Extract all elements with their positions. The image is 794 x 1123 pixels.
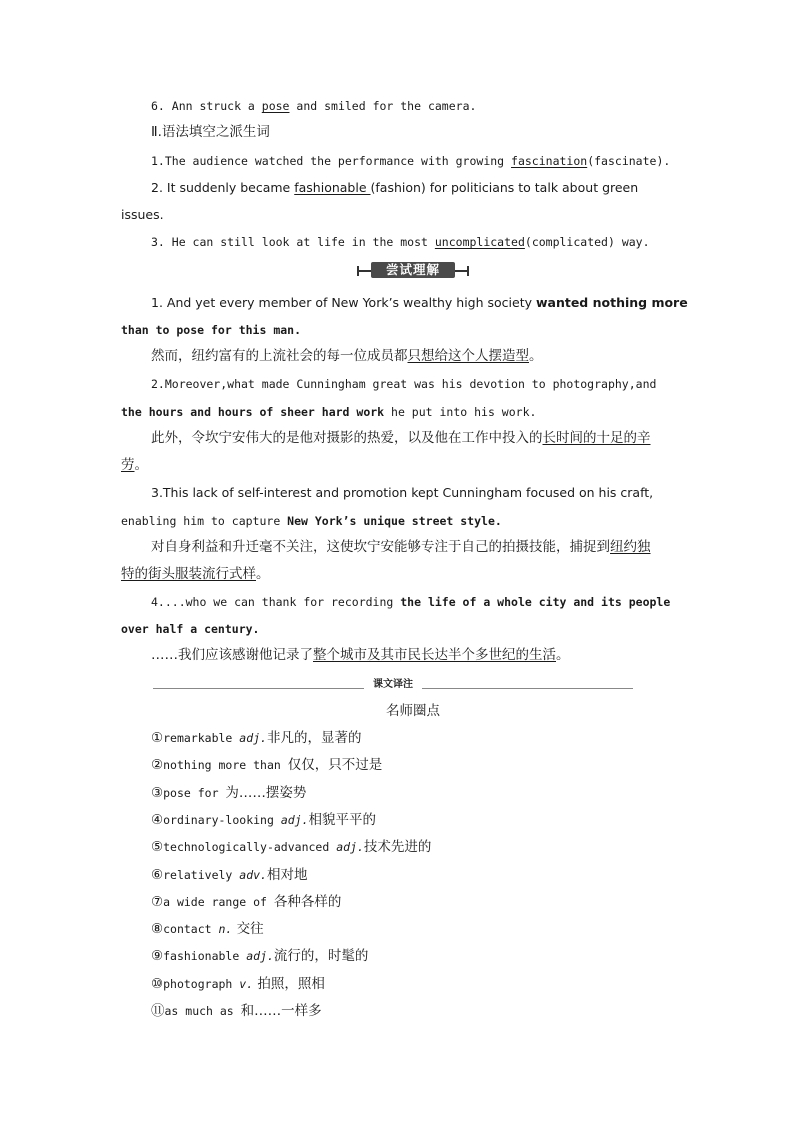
text: 然而，纽约富有的上流社会的每一位成员都 <box>151 348 408 364</box>
sentence-3-translation <box>151 538 651 556</box>
banner-left-bar <box>357 270 371 272</box>
note-meaning: 相对地 <box>266 866 308 883</box>
sentence-1-cont: than to pose for this man. <box>121 323 302 337</box>
derivative-item-2-cont: issues. <box>121 207 164 222</box>
sentence-2-translation <box>151 429 651 447</box>
text: 1. And yet every member of New York’s wealthy high society <box>151 295 536 310</box>
note-item <box>151 1002 322 1020</box>
sentence-1 <box>151 294 688 312</box>
bold-phrase: the hours and hours of sheer hard work <box>121 405 385 419</box>
derivative-item-2 <box>151 179 638 197</box>
note-item <box>151 784 306 802</box>
note-number: ⑥ <box>151 866 164 883</box>
sentence-3-cont <box>121 512 502 530</box>
note-number: ⑤ <box>151 839 164 856</box>
note-item <box>151 920 264 938</box>
note-term: pose for <box>163 785 226 800</box>
sentence-3: 3.This lack of self-interest and promotion kept Cunningham focused on his craft, <box>151 485 654 500</box>
text: 2. It suddenly became <box>151 180 295 195</box>
underlined-translation: 长时间的十足的辛 <box>542 430 651 446</box>
derivative-item-3 <box>151 233 650 251</box>
note-term: a wide range of <box>163 894 274 909</box>
banner-right-cap <box>467 266 469 276</box>
note-part-of-speech: adj. <box>239 731 267 745</box>
underlined-translation: 特的街头服装流行式样 <box>121 566 256 582</box>
text: and smiled for the camera. <box>289 99 477 113</box>
note-number: ⑪ <box>151 1003 165 1019</box>
note-part-of-speech: adj. <box>246 949 274 964</box>
note-number: ④ <box>151 811 164 828</box>
sentence-2: 2.Moreover,what made Cunningham great was his devotion to photography,and <box>151 377 657 391</box>
text: (fashion) for politicians to talk about green <box>370 180 639 195</box>
divider-label: 课文译注 <box>364 678 422 692</box>
text: enabling him to capture <box>121 514 288 528</box>
answer: fashionable <box>294 180 371 195</box>
text: 。 <box>556 647 570 663</box>
text: 。 <box>256 566 270 582</box>
note-number: ⑨ <box>151 948 164 965</box>
bold-phrase: wanted nothing more <box>535 295 688 310</box>
text: 1.The audience watched the performance with growing <box>151 154 512 168</box>
text: (fascinate). <box>587 154 671 168</box>
text: 6. Ann struck a <box>151 99 262 113</box>
note-meaning: 相貌平平的 <box>308 811 377 828</box>
note-number: ③ <box>151 784 164 801</box>
notes-title: 名师圈点 <box>386 703 440 719</box>
sentence-2-cont <box>121 403 536 421</box>
note-meaning: 交往 <box>232 921 264 938</box>
sentence-4-translation <box>151 646 570 664</box>
text: 。 <box>134 457 148 473</box>
sentence-4-cont: over half a century. <box>121 622 260 636</box>
answer: uncomplicated <box>434 235 525 249</box>
note-meaning: 仅仅，只不过是 <box>287 757 383 774</box>
sentence-3-translation-cont <box>121 565 270 583</box>
answer: fascination <box>511 154 588 168</box>
text: ……我们应该感谢他记录了 <box>151 647 313 663</box>
note-item <box>151 811 376 829</box>
derivative-item-1 <box>151 152 670 170</box>
bold-phrase: New York’s unique street style. <box>287 514 502 528</box>
note-term: contact <box>163 922 219 937</box>
text: 4....who we can thank for recording <box>151 595 401 609</box>
section-banner <box>357 262 469 280</box>
section-heading: Ⅱ.语法填空之派生词 <box>151 124 270 140</box>
note-number: ⑦ <box>151 893 164 910</box>
text: (complicated) way. <box>524 235 650 249</box>
note-number: ① <box>151 730 164 746</box>
text: 此外，令坎宁安伟大的是他对摄影的热爱，以及他在工作中投入的 <box>151 430 543 446</box>
answer: pose <box>261 99 290 113</box>
underlined-translation: 劳 <box>121 457 135 473</box>
note-term: nothing more than <box>163 758 288 773</box>
text: 。 <box>529 348 543 364</box>
note-part-of-speech: v. <box>239 976 254 991</box>
note-term: fashionable <box>163 949 247 964</box>
note-number: ⑧ <box>151 921 164 938</box>
note-number: ⑩ <box>151 975 164 992</box>
note-meaning: 拍照，照相 <box>253 975 325 992</box>
underlined-translation: 整个城市及其市民长达半个多世纪的生活 <box>313 647 556 663</box>
note-item <box>151 975 325 993</box>
exercise-item-6 <box>151 97 476 115</box>
text: 3. He can still look at life in the most <box>151 235 435 249</box>
note-part-of-speech: n. <box>218 922 233 937</box>
text: he put into his work. <box>384 405 537 419</box>
note-item <box>151 947 368 965</box>
note-part-of-speech: adj. <box>280 812 309 827</box>
text: 对自身利益和升迁毫不关注，这使坎宁安能够专注于自己的拍摄技能，捕捉到 <box>151 539 610 555</box>
note-term: technologically-advanced <box>163 840 337 855</box>
note-item <box>151 838 431 856</box>
note-meaning: 流行的，时髦的 <box>273 948 369 965</box>
note-item <box>151 756 382 774</box>
sentence-4 <box>151 593 670 611</box>
bold-phrase: the life of a whole city and its people <box>400 595 671 609</box>
note-term: as much as <box>164 1004 241 1018</box>
banner-title: 尝试理解 <box>385 262 440 277</box>
note-meaning: 为……摆姿势 <box>225 784 307 801</box>
note-term: remarkable <box>163 731 240 745</box>
note-term: relatively <box>163 867 240 882</box>
note-number: ② <box>151 757 164 774</box>
note-meaning: 和……一样多 <box>240 1003 322 1019</box>
note-term: ordinary-looking <box>163 812 281 827</box>
note-item <box>151 729 361 747</box>
note-item <box>151 893 341 911</box>
note-meaning: 各种各样的 <box>273 893 342 910</box>
sentence-1-translation <box>151 347 543 365</box>
note-item <box>151 866 307 884</box>
underlined-translation: 纽约独 <box>610 539 651 555</box>
sentence-2-translation-cont <box>121 456 148 474</box>
note-part-of-speech: adj. <box>336 840 364 855</box>
note-part-of-speech: adv. <box>239 867 267 882</box>
note-meaning: 非凡的，显著的 <box>266 730 362 746</box>
note-term: photograph <box>163 976 240 991</box>
note-meaning: 技术先进的 <box>363 839 432 856</box>
underlined-translation: 只想给这个人摆造型 <box>407 348 529 364</box>
